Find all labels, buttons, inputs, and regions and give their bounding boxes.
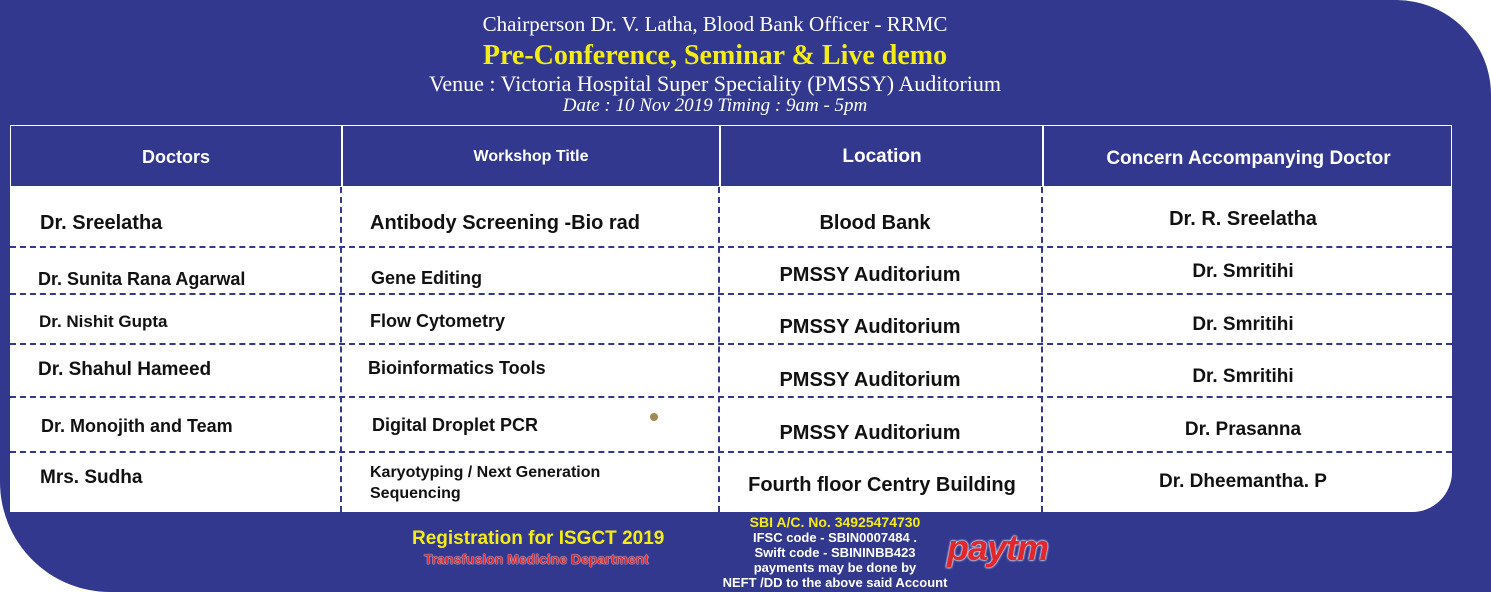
row-divider	[10, 293, 1452, 295]
table-cell-doctor: Dr. Sreelatha	[40, 212, 163, 234]
event-title: Pre-Conference, Seminar & Live demo	[482, 40, 948, 71]
column-header-concern-doctor: Concern Accompanying Doctor	[1106, 148, 1391, 169]
table-cell-workshop: Flow Cytometry	[370, 311, 506, 331]
table-cell-location: Fourth floor Centry Building	[748, 474, 1016, 496]
payment-note: NEFT /DD to the above said Account	[722, 575, 948, 590]
stray-dot	[650, 413, 658, 421]
row-divider	[10, 451, 1452, 453]
table-header-row	[10, 125, 1452, 187]
department-name: Transfusion Medicine Department	[424, 551, 649, 567]
swift-code: Swift code - SBININBB423	[754, 545, 916, 560]
row-divider	[10, 343, 1452, 345]
venue-line: Venue : Victoria Hospital Super Speciality (PMSSY) Auditorium	[428, 71, 1002, 96]
table-cell-workshop: Karyotyping / Next Generation Sequencing	[370, 464, 601, 502]
table-cell-concern-doctor: Dr. Prasanna	[1184, 419, 1302, 440]
table-cell-location: Blood Bank	[819, 212, 931, 234]
column-header-workshop-title: Workshop Title	[473, 148, 589, 165]
column-divider	[718, 187, 720, 512]
table-cell-workshop: Gene Editing	[371, 268, 483, 288]
row-divider	[10, 246, 1452, 248]
table-cell-workshop: Bioinformatics Tools	[368, 358, 546, 378]
ifsc-code: IFSC code - SBIN0007484 .	[752, 530, 917, 545]
table-cell-concern-doctor: Dr. Smritihi	[1192, 314, 1294, 335]
bank-details	[700, 515, 970, 590]
table-cell-location: PMSSY Auditorium	[779, 422, 961, 444]
paytm-logo: paytm	[947, 527, 1049, 568]
table-cell-doctor: Dr. Shahul Hameed	[38, 359, 212, 380]
workshop-table	[10, 125, 1452, 512]
table-cell-doctor: Dr. Sunita Rana Agarwal	[38, 269, 246, 289]
column-header-doctors: Doctors	[141, 146, 210, 167]
table-cell-location: PMSSY Auditorium	[779, 369, 961, 391]
date-timing-line: Date : 10 Nov 2019 Timing : 9am - 5pm	[562, 95, 868, 116]
column-divider	[340, 187, 342, 512]
account-number: SBI A/C. No. 34925474730	[749, 514, 921, 530]
chairperson-line: Chairperson Dr. V. Latha, Blood Bank Officer - RRMC	[482, 12, 948, 36]
table-cell-concern-doctor: Dr. Smritihi	[1192, 261, 1294, 282]
table-cell-location: PMSSY Auditorium	[779, 264, 961, 286]
table-cell-workshop: Antibody Screening -Bio rad	[370, 212, 641, 234]
table-cell-location: PMSSY Auditorium	[779, 316, 961, 338]
payment-note: payments may be done by	[753, 560, 917, 575]
column-header-location: Location	[842, 146, 922, 167]
row-divider	[10, 396, 1452, 398]
table-cell-concern-doctor: Dr. R. Sreelatha	[1169, 208, 1317, 230]
table-cell-doctor: Mrs. Sudha	[40, 467, 143, 488]
table-cell-doctor: Dr. Monojith and Team	[41, 416, 233, 436]
registration-title: Registration for ISGCT 2019	[412, 528, 665, 549]
table-cell-concern-doctor: Dr. Smritihi	[1192, 366, 1294, 387]
table-cell-doctor: Dr. Nishit Gupta	[39, 312, 168, 331]
table-cell-workshop: Digital Droplet PCR	[372, 415, 539, 435]
column-divider	[1041, 187, 1043, 512]
table-cell-concern-doctor: Dr. Dheemantha. P	[1159, 471, 1327, 492]
